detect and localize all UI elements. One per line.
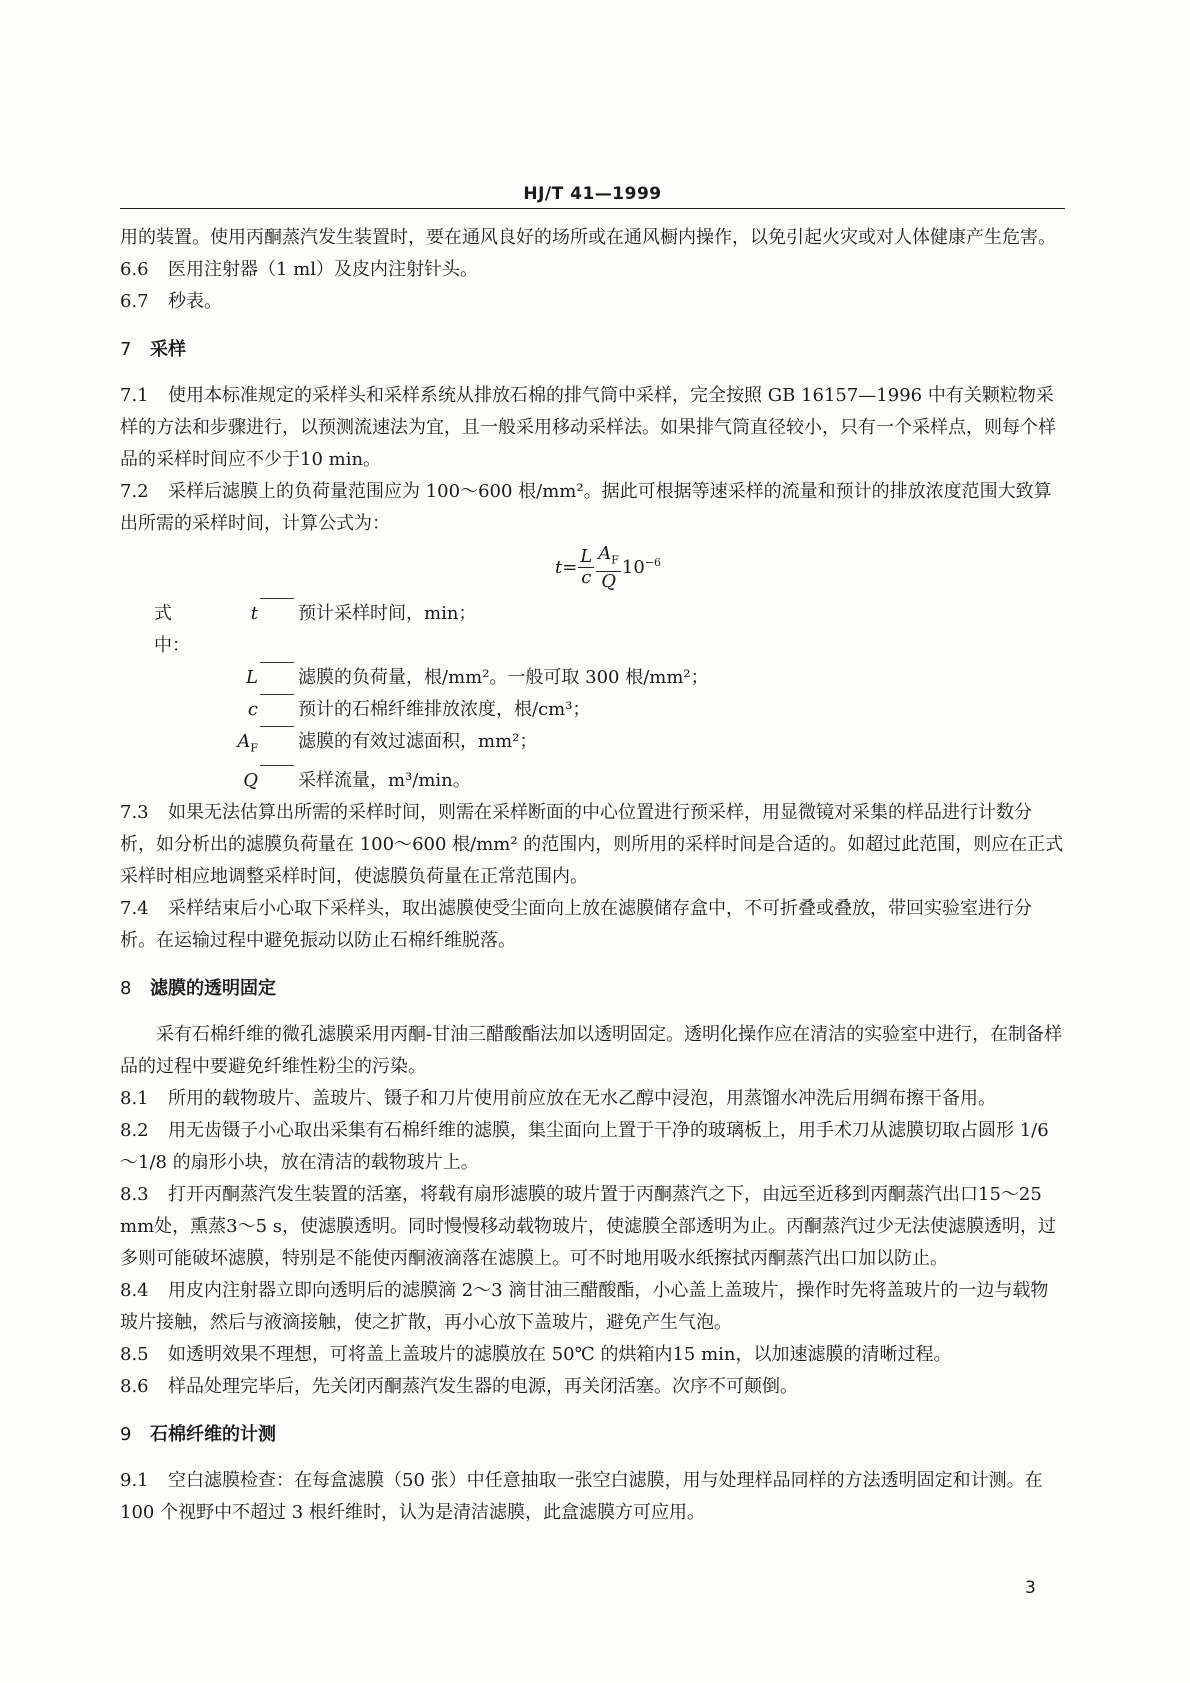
clause-8-4 <box>120 1275 1065 1339</box>
clause-number: 7.3 <box>120 801 149 823</box>
symbol: L <box>246 667 258 688</box>
document-body <box>120 222 1065 1529</box>
clause-number: 9.1 <box>120 1469 149 1491</box>
formula-lhs: t= <box>554 556 578 578</box>
item-number: 6.7 <box>120 291 149 312</box>
definition-text: 滤膜的有效过滤面积，mm²； <box>298 731 538 752</box>
symbol: c <box>247 699 258 720</box>
item-6-6 <box>120 254 1065 286</box>
clause-7-1 <box>120 380 1065 476</box>
dash <box>260 726 294 765</box>
clause-7-2 <box>120 476 1065 540</box>
clause-9-1 <box>120 1465 1065 1529</box>
symbol: Q <box>243 769 258 791</box>
clause-text: 使用本标准规定的采样头和采样系统从排放石棉的排气筒中采样，完全按照 GB 16157—1996 中有关颗粒物采样的方法和步骤进行，以预测流速法为宜，且一般采用移动采样法。如果排气筒直径较小，只有一个采样点，则每个样品的采样时间应不少于10 min。 <box>120 385 1056 470</box>
symbol: $A_F$ <box>237 731 258 755</box>
clause-text: 打开丙酮蒸汽发生装置的活塞，将载有扇形滤膜的玻片置于丙酮蒸汽之下，由远至近移到丙酮蒸汽出口15～25 mm处，熏蒸3～5 s，使滤膜透明。同时慢慢移动载物玻片，使滤膜全部透明为止。丙酮蒸汽过少无法使滤膜透明，过多则可能破坏滤膜，特别是不能使丙酮液滴落在滤膜上。可不时地用吸水纸擦拭丙酮蒸汽出口加以防止。 <box>120 1183 1056 1269</box>
definition-text: 滤膜的负荷量，根/mm²。一般可取 300 根/mm²； <box>298 667 709 688</box>
clause-text: 用无齿镊子小心取出采集有石棉纤维的滤膜，集尘面向上置于干净的玻璃板上，用手术刀从滤膜切取占圆形 1/6～1/8 的扇形小块，放在清洁的载物玻片上。 <box>120 1119 1049 1173</box>
standard-code-header: HJ/T 41—1999 <box>523 184 662 204</box>
clause-number: 8.6 <box>120 1375 149 1397</box>
clause-number: 7.4 <box>120 897 149 919</box>
item-text: 医用注射器（1 ml）及皮内注射针头。 <box>168 259 478 280</box>
definition-row <box>154 598 1065 662</box>
page-number: 3 <box>1025 1578 1036 1598</box>
formula-exponent: −6 <box>644 555 662 569</box>
item-number: 6.6 <box>120 259 149 280</box>
dash <box>260 598 294 662</box>
clause-8-2 <box>120 1115 1065 1179</box>
section-8-intro: 采有石棉纤维的微孔滤膜采用丙酮-甘油三醋酸酯法加以透明固定。透明化操作应在清洁的实验室中进行，在制备样品的过程中要避免纤维性粉尘的污染。 <box>120 1023 1063 1077</box>
intro-paragraph: 用的装置。使用丙酮蒸汽发生装置时，要在通风良好的场所或在通风橱内操作，以免引起火灾或对人体健康产生危害。 <box>120 227 1056 248</box>
clause-number: 8.4 <box>120 1279 149 1301</box>
item-6-7 <box>120 286 1065 318</box>
clause-8-1 <box>120 1083 1065 1115</box>
clause-text: 样品处理完毕后，先关闭丙酮蒸汽发生器的电源，再关闭活塞。次序不可颠倒。 <box>168 1375 798 1397</box>
item-text: 秒表。 <box>168 291 222 312</box>
formula-factor: 10 <box>621 556 645 578</box>
symbol-definitions <box>154 598 1065 797</box>
definition-row <box>154 765 1065 797</box>
section-9-heading <box>120 1419 1065 1451</box>
fraction-af-over-q: $\frac{A_F}{Q}$ <box>598 543 619 592</box>
clause-text: 采样结束后小心取下采样头，取出滤膜使受尘面向上放在滤膜储存盒中，不可折叠或叠放，带回实验室进行分析。在运输过程中避免振动以防止石棉纤维脱落。 <box>120 897 1032 951</box>
clause-8-6 <box>120 1371 1065 1403</box>
dash <box>260 765 294 797</box>
definition-row <box>154 694 1065 726</box>
clause-text: 用皮内注射器立即向透明后的滤膜滴 2～3 滴甘油三醋酸酯，小心盖上盖玻片，操作时先将盖玻片的一边与载物玻片接触，然后与液滴接触，使之扩散，再小心放下盖玻片，避免产生气泡。 <box>120 1279 1049 1333</box>
section-number: 7 <box>120 339 132 360</box>
definition-row <box>154 662 1065 694</box>
clause-8-5 <box>120 1339 1065 1371</box>
clause-number: 7.2 <box>120 481 149 502</box>
clause-text: 如果无法估算出所需的采样时间，则需在采样断面的中心位置进行预采样，用显微镜对采集的样品进行计数分析，如分析出的滤膜负荷量在 100～600 根/mm² 的范围内，则所用的采样时间是合适的。如超过此范围，则应在正式采样时相应地调整采样时间，使滤膜负荷量在正常范围内。 <box>120 801 1064 887</box>
section-number: 8 <box>120 977 132 999</box>
symbol: t <box>250 603 258 624</box>
clause-number: 8.5 <box>120 1343 149 1365</box>
definitions-lead: 式中： <box>154 603 190 656</box>
clause-number: 8.2 <box>120 1119 149 1141</box>
section-title: 滤膜的透明固定 <box>150 977 276 999</box>
clause-8-3 <box>120 1179 1065 1275</box>
clause-text: 所用的载物玻片、盖玻片、镊子和刀片使用前应放在无水乙醇中浸泡，用蒸馏水冲洗后用绸布擦干备用。 <box>168 1087 996 1109</box>
definition-row <box>154 726 1065 765</box>
definition-text: 预计采样时间，min； <box>298 603 477 624</box>
fraction-l-over-c: $\frac{L}{c}$ <box>580 546 593 589</box>
clause-text: 空白滤膜检查：在每盒滤膜（50 张）中任意抽取一张空白滤膜，用与处理样品同样的方法透明固定和计测。在 100 个视野中不超过 3 根纤维时，认为是清洁滤膜，此盒滤膜方可应用。 <box>120 1469 1043 1523</box>
clause-number: 8.3 <box>120 1183 149 1205</box>
dash <box>260 662 294 694</box>
section-8-heading <box>120 973 1065 1005</box>
clause-7-3 <box>120 797 1065 893</box>
section-number: 9 <box>120 1423 132 1445</box>
section-title: 石棉纤维的计测 <box>150 1423 276 1445</box>
clause-number: 7.1 <box>120 385 149 406</box>
sampling-time-formula <box>120 542 1065 598</box>
clause-7-4 <box>120 893 1065 957</box>
clause-text: 如透明效果不理想，可将盖上盖玻片的滤膜放在 50℃ 的烘箱内15 min，以加速滤膜的清晰过程。 <box>168 1343 952 1365</box>
definition-text: 预计的石棉纤维排放浓度，根/cm³； <box>298 699 591 720</box>
section-title: 采样 <box>150 339 186 360</box>
clause-text: 采样后滤膜上的负荷量范围应为 100～600 根/mm²。据此可根据等速采样的流量和预计的排放浓度范围大致算出所需的采样时间，计算公式为： <box>120 481 1052 534</box>
clause-number: 8.1 <box>120 1087 149 1109</box>
section-7-heading <box>120 334 1065 366</box>
definition-text: 采样流量，m³/min。 <box>298 769 471 791</box>
dash <box>260 694 294 726</box>
header-rule <box>120 208 1065 209</box>
